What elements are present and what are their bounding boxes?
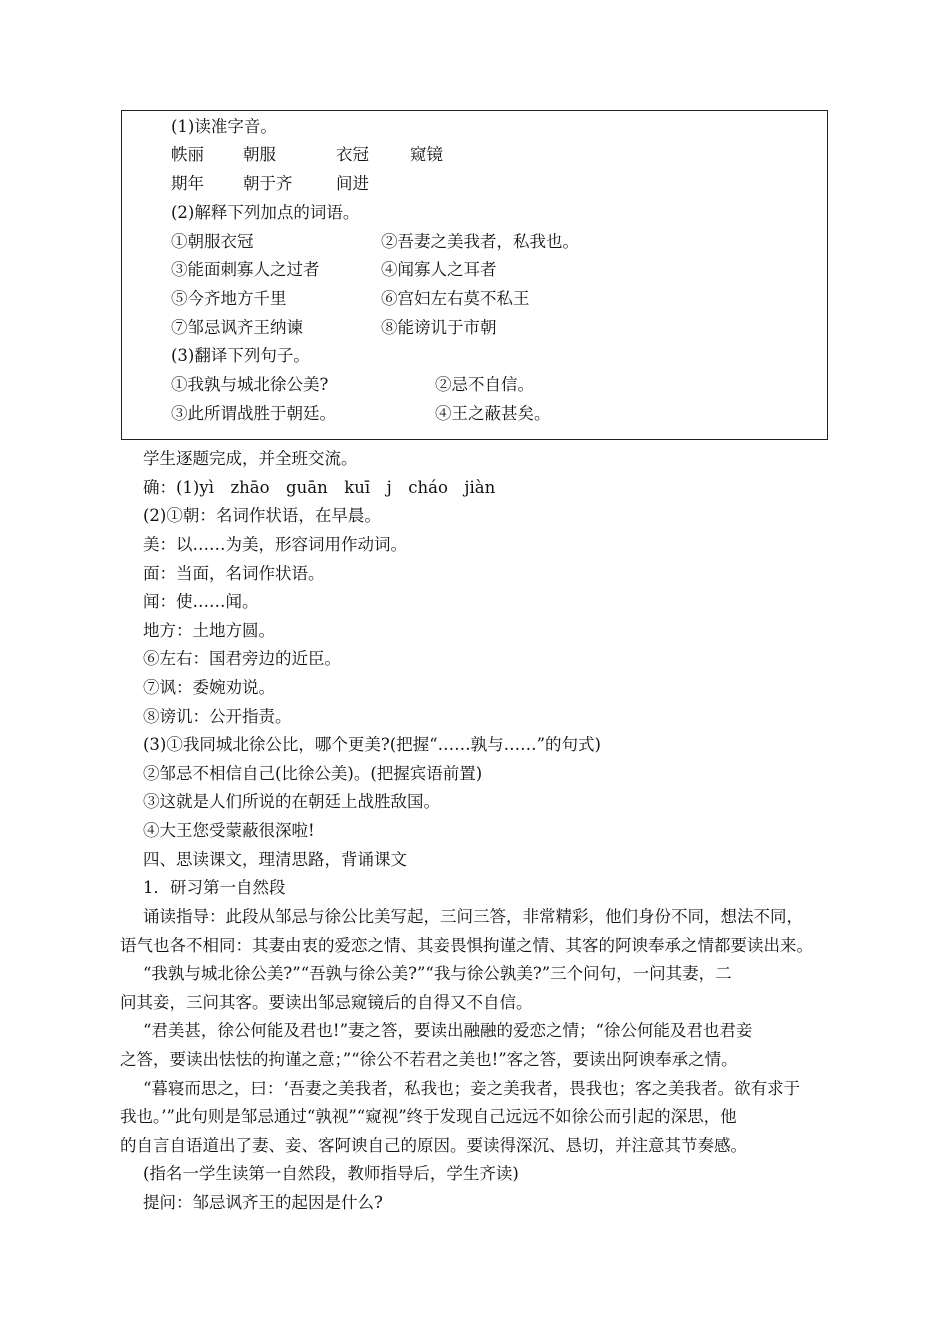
q2-item: ③能面刺寡人之过者	[171, 260, 320, 279]
paragraph-line: 问其妾，三问其客。要读出邹忌窥镜后的自得又不自信。	[120, 993, 533, 1012]
text-line: 闻：使……闻。	[143, 592, 259, 611]
q3-item: ③此所谓战胜于朝廷。	[171, 404, 336, 423]
q3-title: (3)翻译下列句子。	[171, 346, 310, 365]
q2-item: ⑥宫妇左右莫不私王	[381, 289, 530, 308]
paragraph-line: 的自言自语道出了妻、妾、客阿谀自己的原因。要读得深沉、恳切，并注意其节奏感。	[120, 1136, 747, 1155]
subsection-heading: 1．研习第一自然段	[143, 878, 286, 897]
q1-word: 朝服	[243, 145, 276, 164]
pinyin-answer-line: 确：(1)yì zhāo guān kuī j cháo jiàn	[143, 478, 496, 497]
q1-word: 窥镜	[410, 145, 443, 164]
q2-item: ①朝服衣冠	[171, 232, 254, 251]
paragraph-line: “君美甚，徐公何能及君也!”妻之答，要读出融融的爱恋之情；“徐公何能及君也君妾	[143, 1021, 753, 1040]
text-line: (指名一学生读第一自然段，教师指导后，学生齐读)	[143, 1164, 519, 1183]
text-line: ④大王您受蒙蔽很深啦!	[143, 821, 315, 840]
q2-item: ⑦邹忌讽齐王纳谏	[171, 318, 303, 337]
q1-word: 朝于齐	[243, 174, 293, 193]
q3-item: ②忌不自信。	[435, 375, 534, 394]
text-line: ③这就是人们所说的在朝廷上战胜敌国。	[143, 792, 440, 811]
text-line: ⑦讽：委婉劝说。	[143, 678, 275, 697]
q1-word: 衣冠	[336, 145, 369, 164]
paragraph-line: “暮寝而思之，曰：‘吾妻之美我者，私我也；妾之美我者，畏我也；客之美我者。欲有求于	[143, 1079, 801, 1098]
q2-item: ⑤今齐地方千里	[171, 289, 287, 308]
q1-word: 间进	[336, 174, 369, 193]
q2-item: ④闻寡人之耳者	[381, 260, 497, 279]
paragraph-line: “我孰与城北徐公美?”“吾孰与徐公美?”“我与徐公孰美?”三个问句，一问其妻，二	[143, 964, 732, 983]
q2-item: ⑧能谤讥于市朝	[381, 318, 497, 337]
paragraph-line: 诵读指导：此段从邹忌与徐公比美写起，三问三答，非常精彩，他们身份不同，想法不同，	[143, 907, 803, 926]
paragraph-line: 之答，要读出怯怯的拘谨之意；”“徐公不若君之美也!”客之答，要读出阿谀奉承之情。	[120, 1050, 738, 1069]
q1-title: (1)读准字音。	[171, 117, 277, 136]
q1-word: 帙丽	[171, 145, 204, 164]
paragraph-line: 我也。’”此句则是邹忌通过“孰视”“窥视”终于发现自己远远不如徐公而引起的深思，他	[120, 1107, 737, 1126]
text-line: 学生逐题完成，并全班交流。	[143, 449, 358, 468]
text-line: ②邹忌不相信自己(比徐公美)。(把握宾语前置)	[143, 764, 483, 783]
q3-item: ④王之蔽甚矣。	[435, 404, 551, 423]
section-heading: 四、思读课文，理清思路，背诵课文	[143, 850, 407, 869]
text-line: (2)①朝：名词作状语，在早晨。	[143, 506, 381, 525]
q2-title: (2)解释下列加点的词语。	[171, 203, 360, 222]
q3-item: ①我孰与城北徐公美?	[171, 375, 329, 394]
q1-word: 期年	[171, 174, 204, 193]
question-line: 提问：邹忌讽齐王的起因是什么?	[143, 1193, 383, 1212]
text-line: (3)①我同城北徐公比，哪个更美?(把握“……孰与……”的句式)	[143, 735, 601, 754]
text-line: ⑧谤讥：公开指责。	[143, 707, 292, 726]
q2-item: ②吾妻之美我者，私我也。	[381, 232, 579, 251]
text-line: 地方：土地方圆。	[143, 621, 275, 640]
text-line: 美：以……为美，形容词用作动词。	[143, 535, 407, 554]
text-line: 面：当面，名词作状语。	[143, 564, 325, 583]
paragraph-line: 语气也各不相同：其妻由衷的爱恋之情、其妾畏惧拘谨之情、其客的阿谀奉承之情都要读出来。	[120, 936, 813, 955]
text-line: ⑥左右：国君旁边的近臣。	[143, 649, 341, 668]
